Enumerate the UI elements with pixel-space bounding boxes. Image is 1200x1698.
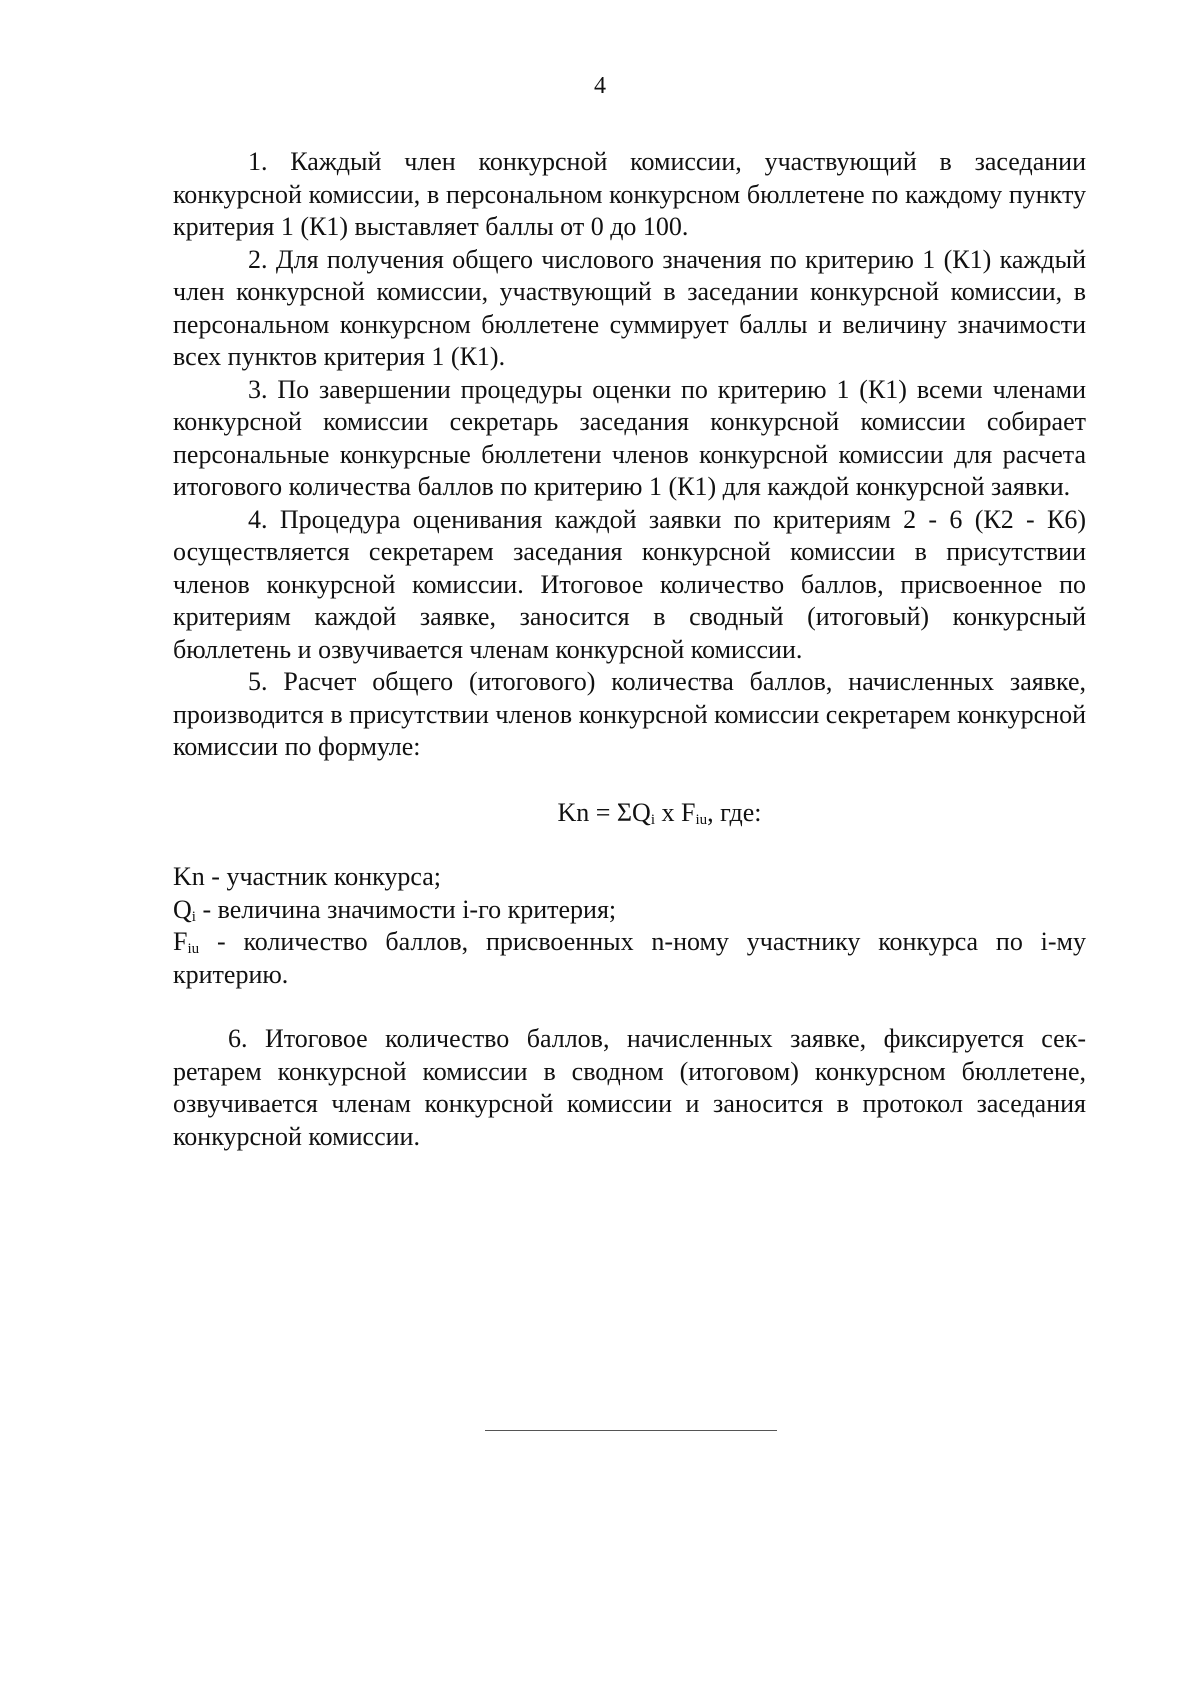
paragraph-4: 4. Процедура оценивания каждой заявки по критериям 2 - 6 (К2 - К6) осуществляется секретарем заседания конкурсной комиссии в присутствии членов конкурсной комиссии. Итоговое количество баллов, присвоенное по критериям каждой заявке, заносится в сводный (итоговый) конкурсный бюллетень и озвучивается членам конкурсной комиссии. xyxy=(173,504,1086,664)
end-rule xyxy=(485,1430,777,1431)
definition-kn xyxy=(173,861,1086,894)
formula-sub-i: i xyxy=(650,811,655,828)
definition-text: - величина значимости i-го критерия; xyxy=(195,894,617,924)
formula-x: x F xyxy=(655,797,696,827)
definition-text: - участник конкурса; xyxy=(204,862,442,891)
paragraph-1: 1. Каждый член конкурсной комиссии, участвующий в заседании конкурсной комиссии, в персональном конкурсном бюллетене по каждому пункту критерия 1 (К1) выставляет баллы от 0 до 100. xyxy=(173,147,1086,241)
definition-symbol: Kn xyxy=(173,862,205,891)
definition-text: - количество баллов, присвоенных n-ному участнику конкурса по i-му критерию. xyxy=(173,927,1086,989)
formula-sub-iu: iu xyxy=(695,811,708,828)
paragraph-2: 2. Для получения общего числового значения по критерию 1 (К1) каждый член конкурсной комиссии, участвующий в заседании конкурсной комиссии, в персональном конкурсном бюллетене суммирует баллы и величину значимости всех пунктов критерия 1 (К1). xyxy=(173,244,1086,371)
formula-eq: = ΣQ xyxy=(589,797,651,827)
paragraph-3: 3. По завершении процедуры оценки по критерию 1 (К1) всеми членами конкурсной комиссии секретарь заседания конкурсной комиссии собирает персональные конкурсные бюллетени членов конкурсной комиссии для расчета итогового количества баллов по критерию 1 (К1) для каждой конкурсной заявки. xyxy=(173,374,1086,501)
formula-k: Kn xyxy=(557,797,590,827)
definition-symbol: Q xyxy=(173,894,192,924)
formula-tail: , где: xyxy=(707,797,762,827)
spacer xyxy=(173,991,1086,1023)
definition-qi xyxy=(173,894,1086,927)
formula xyxy=(173,797,1086,830)
definition-sub: i xyxy=(191,908,196,925)
definition-fiu xyxy=(173,926,1086,991)
page-number: 4 xyxy=(594,73,606,99)
document-body xyxy=(173,146,1086,1153)
paragraph-6: 6. Итоговое количество баллов, начисленных заявке, фиксируется секретарем конкурсной комиссии в сводном (итоговом) конкурсном бюллетене, озвучивается членам конкурсной комиссии и заносится в протокол заседания конкурсной комиссии. xyxy=(173,1024,1086,1151)
definition-sub: iu xyxy=(187,941,200,957)
definition-symbol: F xyxy=(173,927,188,956)
paragraph-5: 5. Расчет общего (итогового) количества баллов, начисленных заявке, производится в присутствии членов конкурсной комиссии секретарем конкурсной комиссии по формуле: xyxy=(173,667,1086,761)
